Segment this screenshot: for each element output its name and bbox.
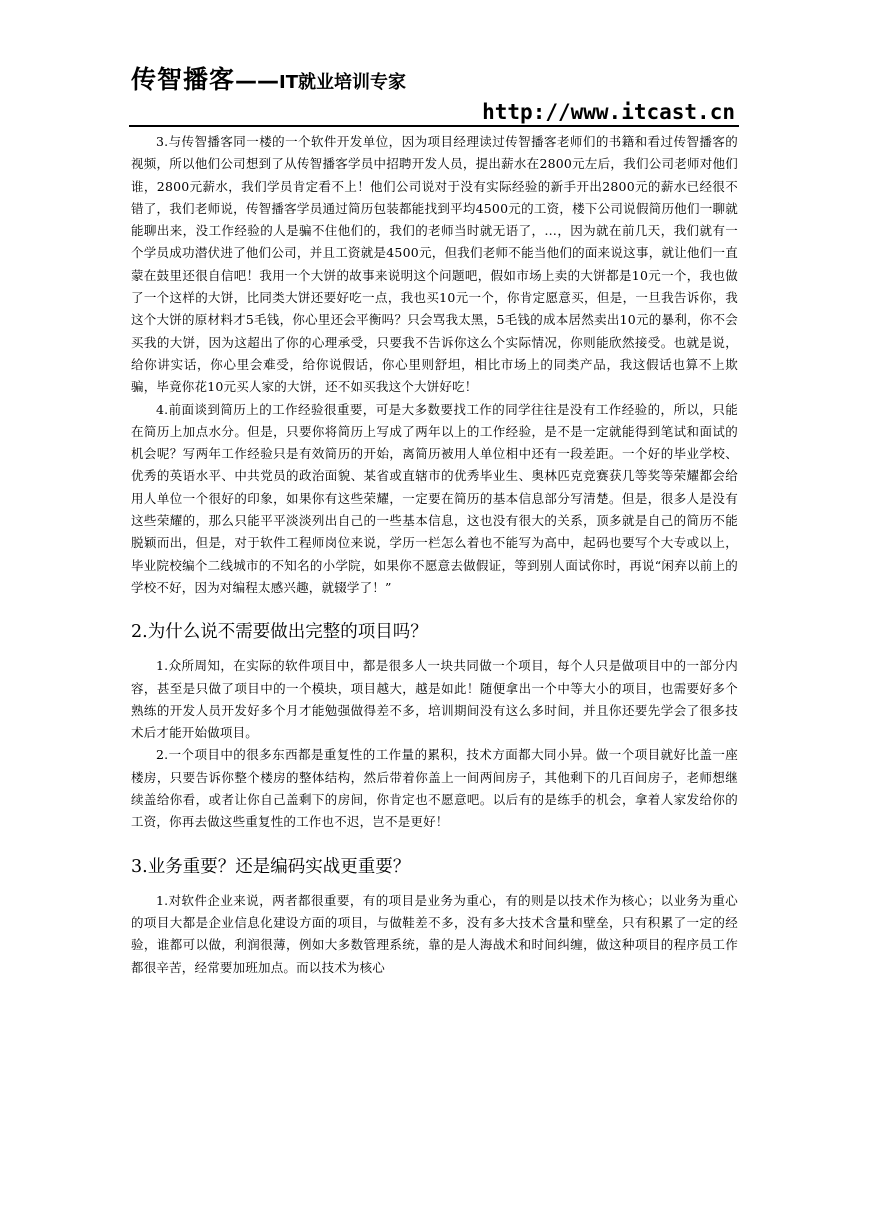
paragraph: 1.众所周知，在实际的软件项目中，都是很多人一块共同做一个项目，每个人只是做项目中的一部分内容，甚至是只做了项目中的一个模块，项目越大，越是如此！随便拿出一个中等大小的项目，也需要好多个熟练的开发人员开发好多个月才能勉强做得差不多，培训期间没有这么多时间，并且你还要先学会了很多技术后才能开始做项目。 [131, 658, 738, 741]
section-heading: 3.业务重要？还是编码实战更重要？ [131, 856, 411, 877]
brand-tagline: IT就业培训专家 [279, 72, 406, 93]
paragraph: 1.对软件企业来说，两者都很重要，有的项目是业务为重心，有的则是以技术作为核心；以业务为重心的项目大都是企业信息化建设方面的项目，与做鞋差不多，没有多大技术含量和壁垒，只有积累了一定的经验，谁都可以做，利润很薄，例如大多数管理系统，靠的是人海战术和时间纠缠，做这种项目的程序员工作都很辛苦，经常要加班加点。而以技术为核心 [131, 892, 738, 975]
brand-dash: —— [235, 69, 280, 94]
section-heading: 2.为什么说不需要做出完整的项目吗？ [131, 622, 428, 643]
document-body [131, 131, 738, 979]
paragraph: 4.前面谈到简历上的工作经验很重要，可是大多数要找工作的同学往往是没有工作经验的，所以，只能在简历上加点水分。但是，只要你将简历上写成了两年以上的工作经验，是不是一定就能得到笔试和面试的机会呢？写两年工作经验只是有效简历的开始，离简历被用人单位相中还有一段差距。一个好的毕业学校、优秀的英语水平、中共党员的政治面貌、某省或直辖市的优秀毕业生、奥林匹克竞赛获几等奖等荣耀都会给用人单位一个很好的印象，如果你有这些荣耀，一定要在简历的基本信息部分写清楚。但是，很多人是没有这些荣耀的，那么只能平平淡淡列出自己的一些基本信息，这也没有很大的关系，顶多就是自己的简历不能脱颖而出，但是，对于软件工程师岗位来说，学历一栏怎么着也不能写为高中，起码也要写个大专或以上，毕业院校编个二线城市的不知名的小学院，如果你不愿意去做假证，等到别人面试你时，再说“闲弃以前上的学校不好，因为对编程太感兴趣，就辍学了！” [131, 401, 738, 595]
brand-name: 传智播客 [131, 65, 236, 94]
paragraph: 2.一个项目中的很多东西都是重复性的工作量的累积，技术方面都大同小异。做一个项目就好比盖一座楼房，只要告诉你整个楼房的整体结构，然后带着你盖上一间两间房子，其他剩下的几百间房子，老师想继续盖给你看，或者让你自己盖剩下的房间，你肯定也不愿意吧。以后有的是练手的机会，拿着人家发给你的工资，你再去做这些重复性的工作也不迟，岂不是更好！ [131, 747, 738, 830]
header-brand [131, 60, 406, 96]
header-url: http://www.itcast.cn [482, 100, 735, 124]
header-divider [129, 125, 739, 127]
paragraph: 3.与传智播客同一楼的一个软件开发单位，因为项目经理读过传智播客老师们的书籍和看过传智播客的视频，所以他们公司想到了从传智播客学员中招聘开发人员，提出薪水在2800元左后，我们公司老师对他们谁，2800元薪水，我们学员肯定看不上！他们公司说对于没有实际经验的新手开出2800元的薪水已经很不错了，我们老师说，传智播客学员通过简历包装都能找到平均4500元的工资，楼下公司说假简历他们一聊就能聊出来，没工作经验的人是骗不住他们的，我们的老师当时就无语了，…，因为就在前几天，我们就有一个学员成功潜伏进了他们公司，并且工资就是4500元，但我们老师不能当他们的面来说这事，就让他们一直蒙在鼓里还很自信吧！我用一个大饼的故事来说明这个问题吧，假如市场上卖的大饼都是10元一个，我也做了一个这样的大饼，比同类大饼还要好吃一点，我也买10元一个，你肯定愿意买，但是，一旦我告诉你，我这个大饼的原材料才5毛钱，你心里还会平衡吗？只会骂我太黑，5毛钱的成本居然卖出10元的暴利，你不会买我的大饼，因为这超出了你的心理承受，只要我不告诉你这么个实际情况，你则能欣然接受。也就是说，给你讲实话，你心里会难受，给你说假话，你心里则舒坦，相比市场上的同类产品，我这假话也算不上欺骗，毕竟你花10元买人家的大饼，还不如买我这个大饼好吃！ [131, 134, 738, 395]
